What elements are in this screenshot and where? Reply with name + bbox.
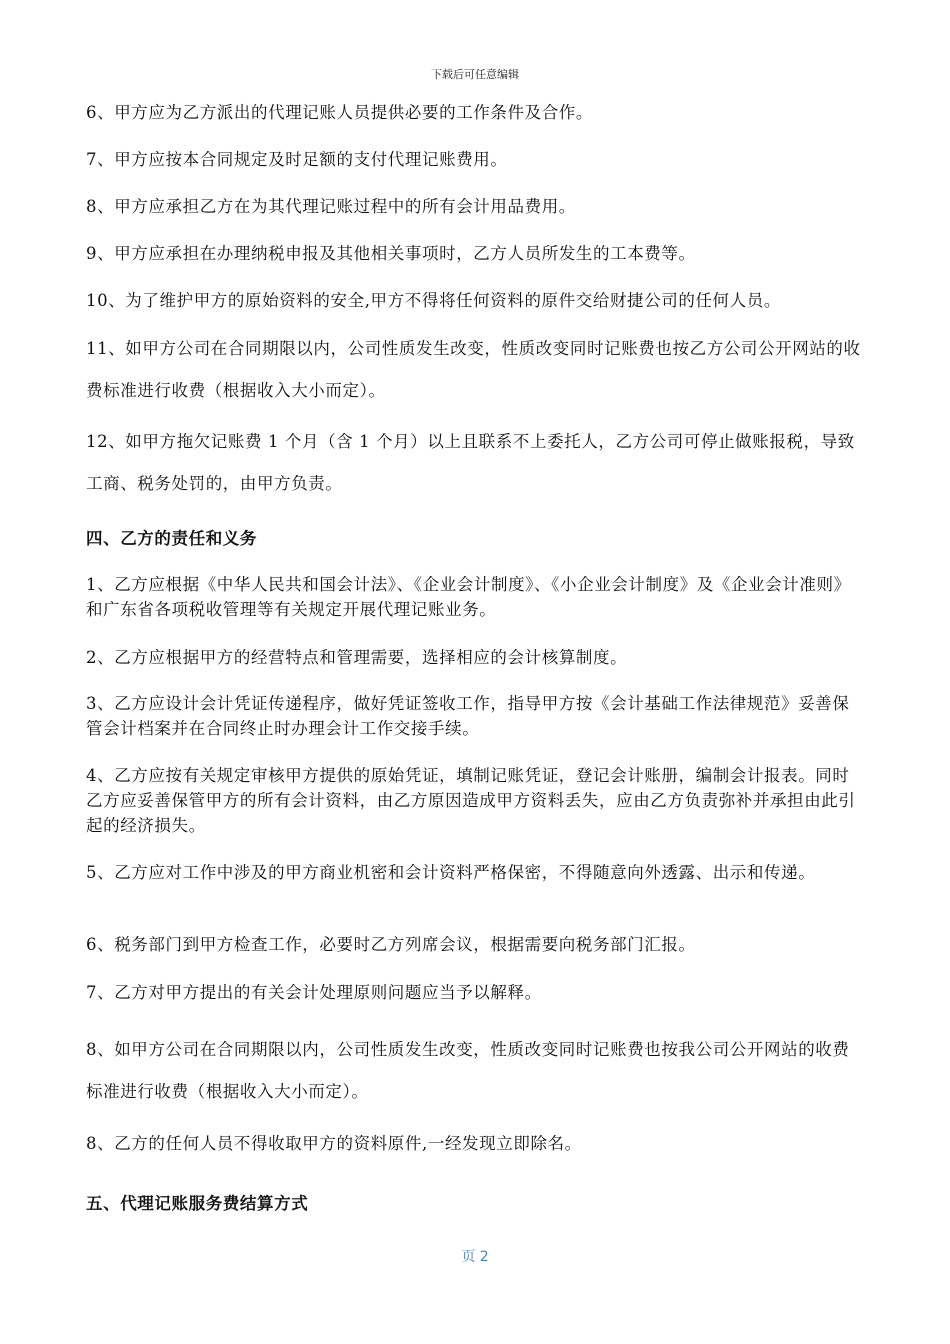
page-header: 下载后可任意编辑 [431, 68, 519, 81]
section-4-heading: 四、乙方的责任和义务 [86, 529, 257, 548]
section-4-item-8a: 8、如甲方公司在合同期限以内，公司性质发生改变，性质改变同时记账费也按我公司公开网站的收费标准进行收费（根据收入大小而定）。 [86, 1040, 850, 1101]
section-4-item-8b: 8、乙方的任何人员不得收取甲方的资料原件,一经发现立即除名。 [86, 1134, 582, 1153]
section-5-heading: 五、代理记账服务费结算方式 [86, 1194, 309, 1213]
section-4-item-4: 4、乙方应按有关规定审核甲方提供的原始凭证，填制记账凭证，登记会计账册，编制会计报表。同时乙方应妥善保管甲方的所有会计资料，由乙方原因造成甲方资料丢失，应由乙方负责弥补并承担由此引起的经济损失。 [86, 766, 856, 835]
paragraph-a10: 10、为了维护甲方的原始资料的安全,甲方不得将任何资料的原件交给财捷公司的任何人员。 [86, 291, 781, 310]
section-4-item-6: 6、税务部门到甲方检查工作，必要时乙方列席会议，根据需要向税务部门汇报。 [86, 935, 696, 954]
paragraph-a11: 11、如甲方公司在合同期限以内，公司性质发生改变，性质改变同时记账费也按乙方公司公开网站的收费标准进行收费（根据收入大小而定）。 [86, 339, 861, 400]
section-4-item-5: 5、乙方应对工作中涉及的甲方商业机密和会计资料严格保密，不得随意向外透露、出示和传递。 [86, 863, 816, 882]
paragraph-a12: 12、如甲方拖欠记账费 1 个月（含 1 个月）以上且联系不上委托人，乙方公司可停止做账报税，导致工商、税务处罚的，由甲方负责。 [86, 432, 855, 493]
paragraph-a9: 9、甲方应承担在办理纳税申报及其他相关事项时，乙方人员所发生的工本费等。 [86, 244, 696, 263]
section-4-item-7: 7、乙方对甲方提出的有关会计处理原则问题应当予以解释。 [86, 983, 542, 1002]
section-4-item-1: 1、乙方应根据《中华人民共和国会计法》、《企业会计制度》、《小企业会计制度》及《企业会计准则》和广东省各项税收管理等有关规定开展代理记账业务。 [86, 575, 851, 619]
page-number: 页 2 [461, 1249, 489, 1265]
section-4-item-2: 2、乙方应根据甲方的经营特点和管理需要，选择相应的会计核算制度。 [86, 648, 628, 667]
paragraph-a7: 7、甲方应按本合同规定及时足额的支付代理记账费用。 [86, 150, 508, 169]
section-4-item-3: 3、乙方应设计会计凭证传递程序，做好凭证签收工作，指导甲方按《会计基础工作法律规范》妥善保管会计档案并在合同终止时办理会计工作交接手续。 [86, 694, 850, 738]
paragraph-a8: 8、甲方应承担乙方在为其代理记账过程中的所有会计用品费用。 [86, 197, 576, 216]
paragraph-a6: 6、甲方应为乙方派出的代理记账人员提供必要的工作条件及合作。 [86, 103, 593, 122]
